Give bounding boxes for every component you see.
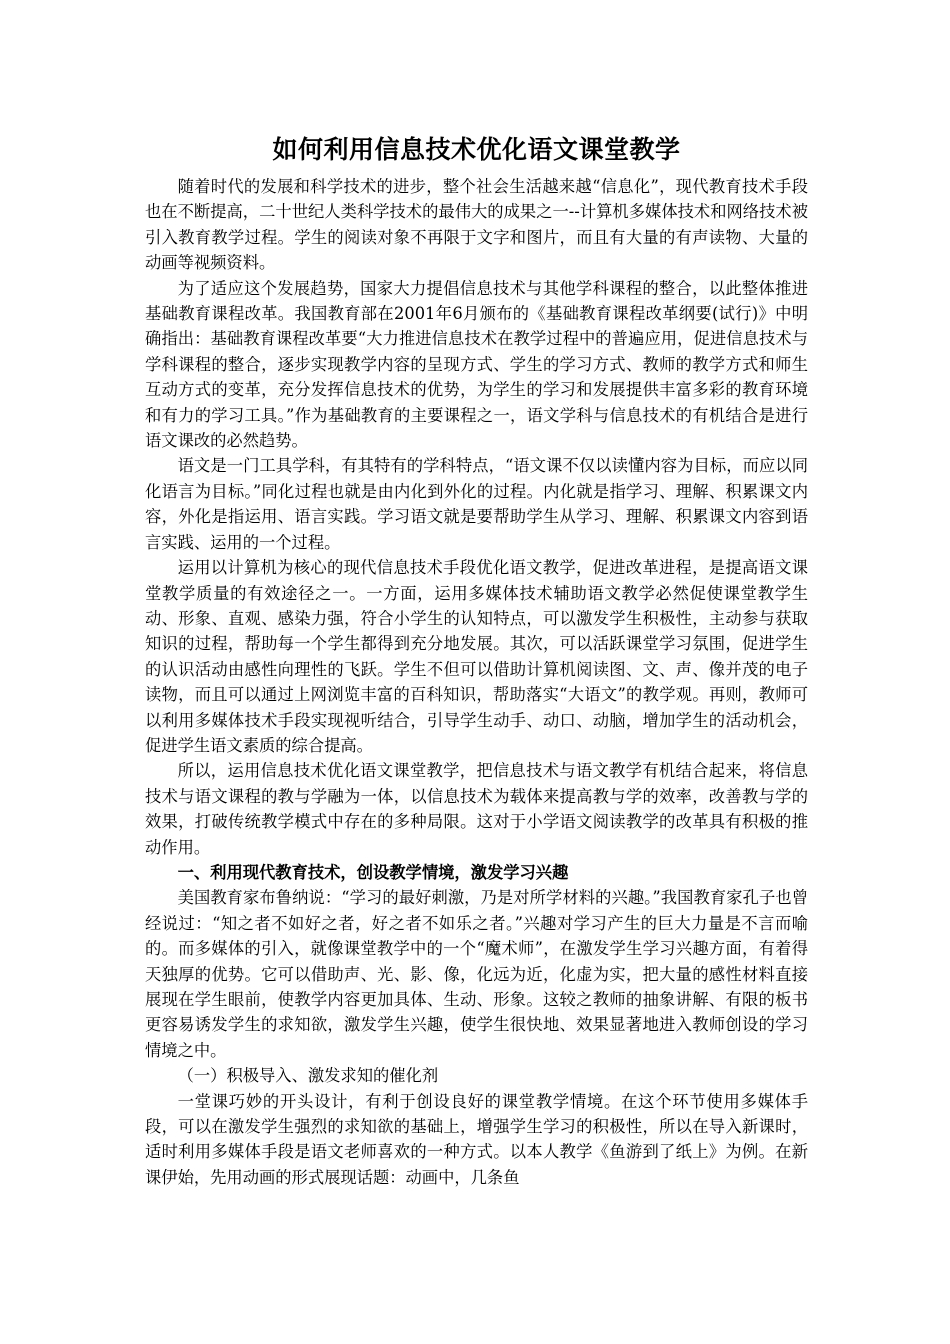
- document-page: [145, 128, 808, 1190]
- paragraph-2: 为了适应这个发展趋势，国家大力提倡信息技术与其他学科课程的整合，以此整体推进基础教育课程改革。我国教育部在2001年6月颁布的《基础教育课程改革纲要(试行)》中明确指出：基础教育课程改革要“大力推进信息技术在教学过程中的普遍应用，促进信息技术与学科课程的整合，逐步实现教学内容的呈现方式、学生的学习方式、教师的教学方式和师生互动方式的变革，充分发挥信息技术的优势，为学生的学习和发展提供丰富多彩的教育环境和有力的学习工具。”作为基础教育的主要课程之一，语文学科与信息技术的有机结合是进行语文课改的必然趋势。: [145, 278, 808, 451]
- subsection-heading-1: （一）积极导入、激发求知的催化剂: [177, 1066, 439, 1086]
- paragraph-4: 运用以计算机为核心的现代信息技术手段优化语文教学，促进改革进程，是提高语文课堂教学质量的有效途径之一。一方面，运用多媒体技术辅助语文教学必然促使课堂教学生动、形象、直观、感染力强，符合小学生的认知特点，可以激发学生积极性，主动参与获取知识的过程，帮助每一个学生都得到充分地发展。其次，可以活跃课堂学习氛围，促进学生的认识活动由感性向理性的飞跃。学生不但可以借助计算机阅读图、文、声、像并茂的电子读物，而且可以通过上网浏览丰富的百科知识，帮助落实“大语文”的教学观。再则，教师可以利用多媒体技术手段实现视听结合，引导学生动手、动口、动脑，增加学生的活动机会，促进学生语文素质的综合提高。: [145, 558, 808, 755]
- document-title: 如何利用信息技术优化语文课堂教学: [272, 135, 681, 164]
- section-heading-1: 一、利用现代教育技术，创设教学情境，激发学习兴趣: [177, 862, 569, 882]
- section-1-paragraph: 美国教育家布鲁纳说：“学习的最好刺激，乃是对所学材料的兴趣。”我国教育家孔子也曾经说过：“知之者不如好之者，好之者不如乐之者。”兴趣对学习产生的巨大力量是不言而喻的。而多媒体的引入，就像课堂教学中的一个“魔术师”，在激发学生学习兴趣方面，有着得天独厚的优势。它可以借助声、光、影、像，化远为近，化虚为实，把大量的感性材料直接展现在学生眼前，使教学内容更加具体、生动、形象。这较之教师的抽象讲解、有限的板书更容易诱发学生的求知欲，激发学生兴趣，使学生很快地、效果显著地进入教师创设的学习情境之中。: [145, 888, 808, 1060]
- subsection-1-paragraph: 一堂课巧妙的开头设计，有利于创设良好的课堂教学情境。在这个环节使用多媒体手段，可以在激发学生强烈的求知欲的基础上，增强学生学习的积极性，所以在导入新课时，适时利用多媒体手段是语文老师喜欢的一种方式。以本人教学《鱼游到了纸上》为例。在新课伊始，先用动画的形式展现话题：动画中，几条鱼: [145, 1091, 808, 1187]
- paragraph-1: 随着时代的发展和科学技术的进步，整个社会生活越来越“信息化”，现代教育技术手段也在不断提高，二十世纪人类科学技术的最伟大的成果之一--计算机多媒体技术和网络技术被引入教育教学过程。学生的阅读对象不再限于文字和图片，而且有大量的有声读物、大量的动画等视频资料。: [145, 177, 808, 273]
- paragraph-3: 语文是一门工具学科，有其特有的学科特点，“语文课不仅以读懂内容为目标，而应以同化语言为目标。”同化过程也就是由内化到外化的过程。内化就是指学习、理解、积累课文内容，外化是指运用、语言实践。学习语文就是要帮助学生从学习、理解、积累课文内容到语言实践、运用的一个过程。: [145, 456, 808, 552]
- paragraph-5: 所以，运用信息技术优化语文课堂教学，把信息技术与语文教学有机结合起来，将信息技术与语文课程的教与学融为一体，以信息技术为载体来提高教与学的效率，改善教与学的效果，打破传统教学模式中存在的多种局限。这对于小学语文阅读教学的改革具有积极的推动作用。: [145, 761, 808, 857]
